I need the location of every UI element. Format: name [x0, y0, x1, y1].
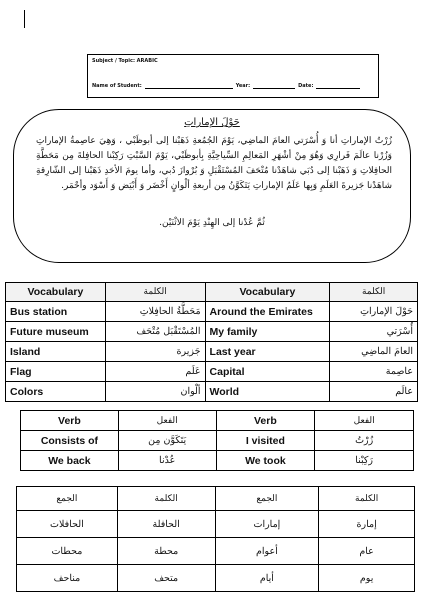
- table-cell: Consists of: [21, 431, 119, 451]
- column-header: الكلمة: [117, 487, 215, 511]
- column-header: الكلمة: [330, 283, 418, 302]
- table-row: [17, 538, 415, 565]
- verb-table: [20, 410, 414, 471]
- table-cell: محطات: [17, 538, 118, 565]
- column-header: الجمع: [215, 487, 319, 511]
- table-row: [6, 382, 418, 402]
- table-cell: Island: [6, 342, 106, 362]
- date-field[interactable]: [316, 83, 360, 89]
- column-header: Vocabulary: [6, 283, 106, 302]
- table-header-row: [6, 283, 418, 302]
- table-cell: Colors: [6, 382, 106, 402]
- name-field[interactable]: [145, 83, 233, 89]
- passage-ending: ثُمَّ عُدْنا إلى الهِنْدِ يَوْمَ الاثْنَيْن.: [159, 218, 265, 228]
- student-info-row: [92, 83, 374, 89]
- table-header-row: [17, 487, 415, 511]
- table-cell: Last year: [205, 342, 330, 362]
- table-row: [21, 431, 414, 451]
- table-cell: Bus station: [6, 302, 106, 322]
- table-cell: Future museum: [6, 322, 106, 342]
- table-cell: المُسْتَقْبَل مُتْحَف: [105, 322, 205, 342]
- table-cell: يوم: [319, 565, 415, 592]
- table-row: [6, 362, 418, 382]
- table-cell: Flag: [6, 362, 106, 382]
- table-cell: أعوام: [215, 538, 319, 565]
- table-cell: إمارة: [319, 511, 415, 538]
- table-cell: الحافلات: [17, 511, 118, 538]
- table-cell: حَوْلَ الإماراتِ: [330, 302, 418, 322]
- table-cell: العامَ الماضِي: [330, 342, 418, 362]
- table-cell: Capital: [205, 362, 330, 382]
- table-cell: جَزيرة: [105, 342, 205, 362]
- table-row: [6, 322, 418, 342]
- table-cell: الحافلة: [117, 511, 215, 538]
- table-cell: زُرْتُ: [315, 431, 414, 451]
- table-row: [17, 511, 415, 538]
- table-row: [17, 565, 415, 592]
- table-cell: Around the Emirates: [205, 302, 330, 322]
- table-header-row: [21, 411, 414, 431]
- table-cell: محطة: [117, 538, 215, 565]
- column-header: الجمع: [17, 487, 118, 511]
- column-header: الكلمة: [319, 487, 415, 511]
- table-cell: يَتَكَوَّن مِن: [118, 431, 216, 451]
- table-cell: عاصِمة: [330, 362, 418, 382]
- date-label: Date:: [298, 83, 314, 89]
- table-cell: متحف: [117, 565, 215, 592]
- vocabulary-table: [5, 282, 418, 402]
- table-cell: أيام: [215, 565, 319, 592]
- column-header: Vocabulary: [205, 283, 330, 302]
- subject-label: Subject / Topic: ARABIC: [92, 58, 158, 64]
- table-cell: I visited: [216, 431, 315, 451]
- table-cell: World: [205, 382, 330, 402]
- year-field[interactable]: [253, 83, 295, 89]
- reading-passage-box: [13, 109, 411, 263]
- column-header: الكلمة: [105, 283, 205, 302]
- column-header: Verb: [21, 411, 119, 431]
- table-cell: أُسْرَتي: [330, 322, 418, 342]
- table-cell: We back: [21, 451, 119, 471]
- table-cell: إمارات: [215, 511, 319, 538]
- table-row: [6, 342, 418, 362]
- passage-title: حَوْلَ الإماراتِ: [184, 117, 240, 128]
- table-cell: My family: [205, 322, 330, 342]
- table-cell: عالَم: [330, 382, 418, 402]
- table-cell: رَكِبْنا: [315, 451, 414, 471]
- year-label: Year:: [235, 83, 251, 89]
- table-cell: مناحف: [17, 565, 118, 592]
- table-cell: عُدْنا: [118, 451, 216, 471]
- table-cell: ألْوان: [105, 382, 205, 402]
- column-header: الفعل: [118, 411, 216, 431]
- passage-text: زُرْتُ الإماراتِ أنا وَ أُسْرَتي العامَ الماضِي، يَوْمَ الجُمُعةِ ذَهَبْنا إلى أبوظَبْي ، وَهِيَ عاصِمةُ الإماراتِ وَزُرْنا عالَمَ فَرارِي وَهُوَ مِنْ أشْهَرِ المَعالِمِ السِّياحِيَّةِ بِأبوظَبْي، يَوْمَ السَّبْتِ رَكِبْنا الحافِلةَ مِن مَحَطَّةِ الحافِلاتِ وَ ذَهَبْنا إلى دُبَي شاهَدْنا مُتْحَفَ المُسْتَقْبَلِ وَ بُرْوازَ دُبي، وأما يومَ الأحَدِ ذَهَبْنا إلى الشّارِقةِ شاهَدْنا جَزيرةَ العَلَمِ وَبِها عَلَمُ الإماراتِ يَتَكَوَّنُ مِن أربعةِ ألْوانٍ أَخْضَر وَ أَبْيَض وَ أَسْوَد وأحْمَر.: [36, 136, 392, 191]
- plural-table: [16, 486, 415, 592]
- name-label: Name of Student:: [92, 83, 142, 89]
- table-cell: عام: [319, 538, 415, 565]
- table-cell: We took: [216, 451, 315, 471]
- student-info-box: [87, 54, 379, 98]
- column-header: الفعل: [315, 411, 414, 431]
- table-row: [21, 451, 414, 471]
- text-cursor: [24, 10, 25, 28]
- table-cell: عَلَم: [105, 362, 205, 382]
- table-row: [6, 302, 418, 322]
- column-header: Verb: [216, 411, 315, 431]
- table-cell: مَحَطَّةُ الحافِلاتِ: [105, 302, 205, 322]
